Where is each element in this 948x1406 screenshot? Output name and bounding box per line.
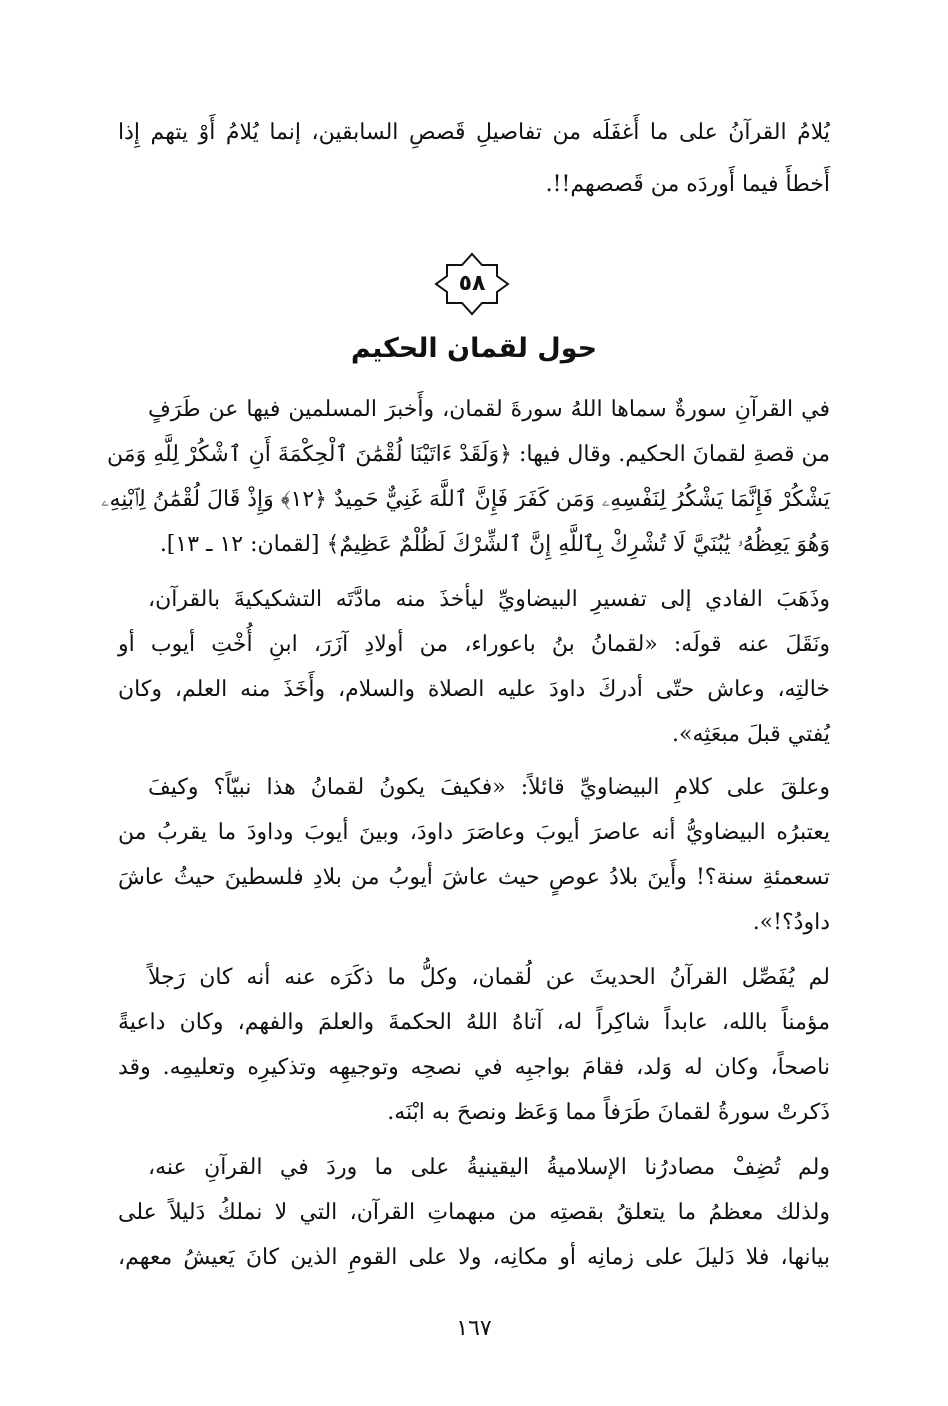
text-line: وعلقَ على كلامِ البيضاويِّ قائلاً: «فكيفَ يكونُ لقمانُ هذا نبيّاً؟ وكيفَ (148, 775, 830, 800)
section-title: حول لقمان الحكيم (350, 333, 598, 364)
text-line: لم يُفَصِّل القرآنُ الحديثَ عن لُقمان، وكلُّ ما ذكَرَه عنه أنه كان رَجلاً (148, 965, 830, 990)
section-number: ٥٨ (458, 271, 486, 296)
text-line: وذَهَبَ الفادي إلى تفسيرِ البيضاويِّ ليأخذَ منه مادَّتَه التشكيكيةَ بالقرآن، (148, 587, 830, 612)
text-line: ناصحاً، وكان له وَلد، فقامَ بواجبِه في نصحِه وتوجيهِه وتذكيرِه وتعليمِه. وقد (118, 1055, 830, 1080)
text-line: مؤمناً بالله، عابداً شاكِراً له، آتاهُ اللهُ الحكمةَ والعلمَ والفهم، وكان داعيةً (118, 1010, 831, 1035)
text-line: ونَقَلَ عنه قولَه: «لقمانُ بنُ باعوراء، من أولادِ آزَرَ، ابنِ أُخْتِ أيوب أو (118, 632, 830, 657)
text-line: يُلامُ القرآنُ على ما أَغفَلَه من تفاصيلِ قَصصِ السابقين، إنما يُلامُ أَوْ يتهم إِذا (118, 120, 830, 145)
text-line: يُفتي قبلَ مبعَثِه». (672, 722, 830, 747)
text-line: أَخطأَ فيما أَوردَه من قَصصهم!!. (545, 172, 830, 197)
text-line: في القرآنِ سورةٌ سماها اللهُ سورةَ لقمان، وأَخبرَ المسلمين فيها عن طَرَفٍ (148, 397, 830, 422)
text-line: يعتبرُه البيضاويُّ أنه عاصرَ أيوبَ وعاصَرَ داودَ، وبينَ أيوبَ وداودَ ما يقربُ من (118, 820, 830, 845)
text-line: داودُ؟!». (752, 910, 830, 935)
quran-line: يَشْكُرْ فَإِنَّمَا يَشْكُرُ لِنَفْسِهِۦ وَمَن كَفَرَ فَإِنَّ ٱللَّهَ غَنِيٌّ حَمِيدٌ ﴿١٢﴾ وَإِذْ قَالَ لُقْمَٰنُ لِٱبْنِهِۦ (101, 487, 830, 512)
text-line: ذَكرتْ سورةُ لقمانَ طَرَفاً مما وَعَظ ونصحَ به ابْنَه. (387, 1100, 830, 1125)
text-line: بيانها، فلا دَليلَ على زمانِه أو مكانِه، ولا على القومِ الذين كانَ يَعيشُ معهم، (118, 1245, 830, 1270)
page-number: ١٦٧ (456, 1316, 492, 1341)
text-line: من قصةِ لقمانَ الحكيم. وقال فيها: ﴿وَلَقَدْ ءَاتَيْنَا لُقْمَٰنَ ٱلْحِكْمَةَ أَنِ ٱشْكُرْ لِلَّهِ وَمَن (107, 442, 830, 467)
section-number-ornament (424, 252, 520, 316)
text-line: خالتِه، وعاش حتّى أدركَ داودَ عليه الصلاة والسلام، وأَخَذَ منه العلم، وكان (118, 677, 830, 702)
text-line: ولم تُضِفْ مصادرُنا الإسلاميةُ اليقينيةُ على ما وردَ في القرآنِ عنه، (148, 1155, 830, 1180)
text-line: ولذلك معظمُ ما يتعلقُ بقصتِه من مبهماتِ القرآن، التي لا نملكُ دَليلاً على (118, 1200, 830, 1225)
quran-line: وَهُوَ يَعِظُهُۥ يَٰبُنَيَّ لَا تُشْرِكْ بِٱللَّهِ إِنَّ ٱلشِّرْكَ لَظُلْمٌ عَظِيمٌ﴾ [لقمان: ١٢ ـ ١٣]. (159, 532, 830, 557)
text-line: تسعمئةِ سنة؟! وأَينَ بلادُ عوصٍ حيث عاشَ أيوبُ من بلادِ فلسطينَ حيثُ عاشَ (118, 865, 830, 890)
